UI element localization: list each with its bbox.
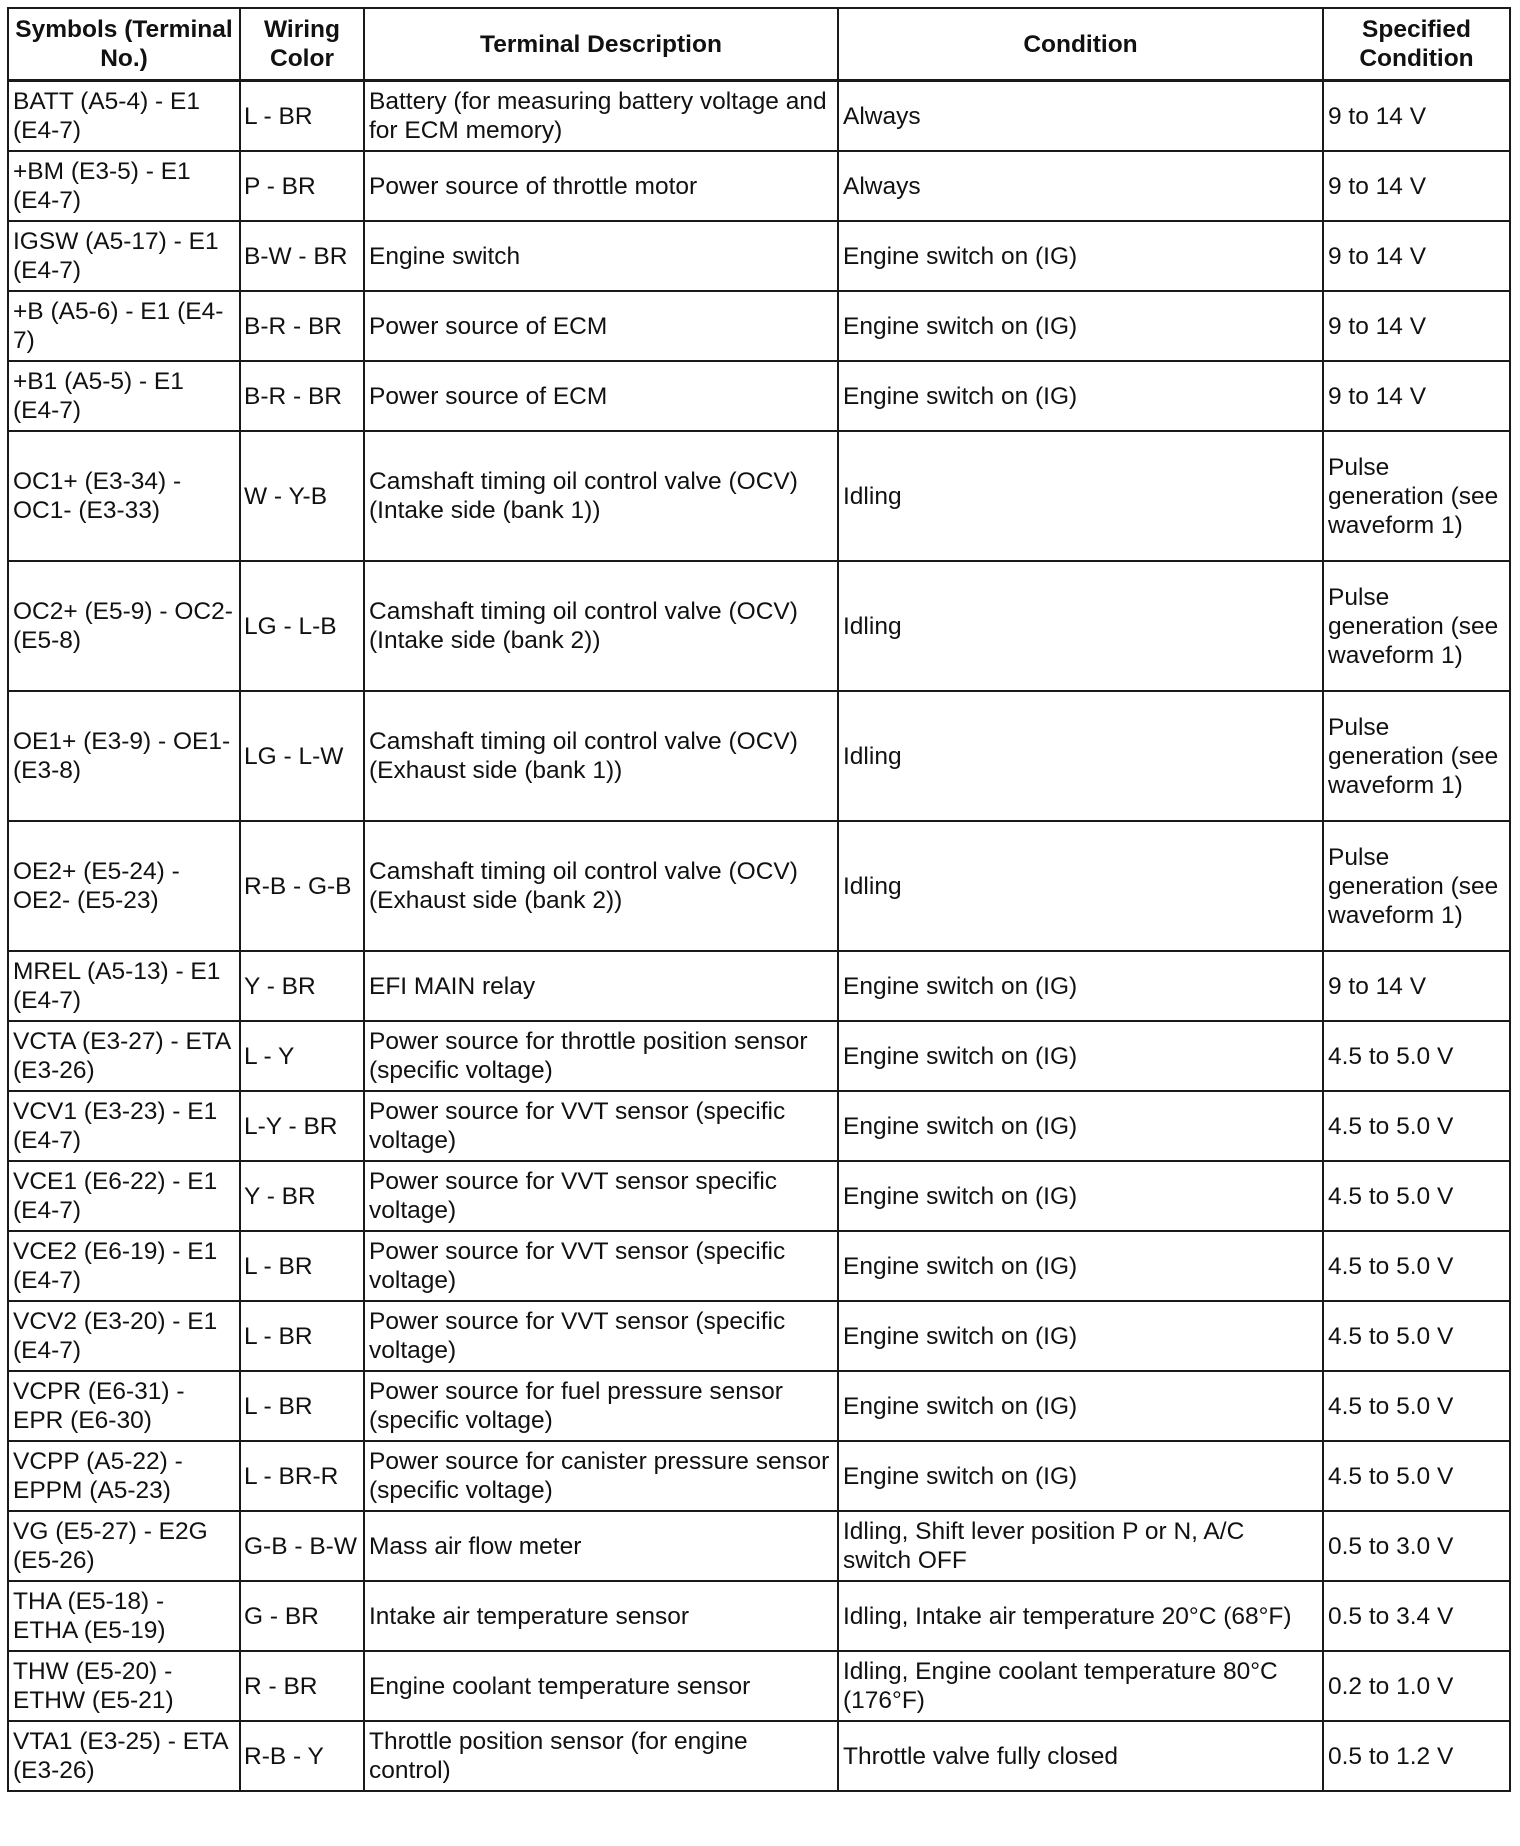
cell-terminal-description: Power source for VVT sensor (specific voltage) — [364, 1091, 838, 1161]
cell-condition: Idling — [838, 431, 1323, 561]
cell-wiring-color: LG - L-W — [240, 691, 364, 821]
header-symbols: Symbols (Terminal No.) — [8, 8, 240, 81]
cell-condition: Engine switch on (IG) — [838, 951, 1323, 1021]
cell-wiring-color: L - BR — [240, 81, 364, 152]
cell-terminal-description: Engine switch — [364, 221, 838, 291]
table-row — [8, 291, 1510, 361]
cell-terminal-description: Battery (for measuring battery voltage and for ECM memory) — [364, 81, 838, 152]
cell-condition: Throttle valve fully closed — [838, 1721, 1323, 1791]
cell-specified-condition: 9 to 14 V — [1323, 361, 1510, 431]
cell-condition: Idling — [838, 691, 1323, 821]
cell-symbols: OE2+ (E5-24) - OE2- (E5-23) — [8, 821, 240, 951]
cell-symbols: VCTA (E3-27) - ETA (E3-26) — [8, 1021, 240, 1091]
cell-condition: Engine switch on (IG) — [838, 291, 1323, 361]
cell-condition: Idling — [838, 561, 1323, 691]
table-row — [8, 221, 1510, 291]
cell-specified-condition: 4.5 to 5.0 V — [1323, 1371, 1510, 1441]
cell-wiring-color: W - Y-B — [240, 431, 364, 561]
cell-symbols: VCPR (E6-31) - EPR (E6-30) — [8, 1371, 240, 1441]
cell-specified-condition: 0.5 to 1.2 V — [1323, 1721, 1510, 1791]
cell-condition: Engine switch on (IG) — [838, 1021, 1323, 1091]
cell-specified-condition: 9 to 14 V — [1323, 221, 1510, 291]
cell-symbols: MREL (A5-13) - E1 (E4-7) — [8, 951, 240, 1021]
cell-wiring-color: B-W - BR — [240, 221, 364, 291]
cell-specified-condition: Pulse generation (see waveform 1) — [1323, 821, 1510, 951]
cell-wiring-color: R-B - Y — [240, 1721, 364, 1791]
cell-wiring-color: G - BR — [240, 1581, 364, 1651]
cell-wiring-color: L - BR — [240, 1231, 364, 1301]
cell-terminal-description: Power source for canister pressure sensor (specific voltage) — [364, 1441, 838, 1511]
cell-symbols: +B1 (A5-5) - E1 (E4-7) — [8, 361, 240, 431]
cell-symbols: +BM (E3-5) - E1 (E4-7) — [8, 151, 240, 221]
cell-terminal-description: Throttle position sensor (for engine control) — [364, 1721, 838, 1791]
header-wiring-color: Wiring Color — [240, 8, 364, 81]
cell-terminal-description: Camshaft timing oil control valve (OCV) (Exhaust side (bank 2)) — [364, 821, 838, 951]
table-row — [8, 151, 1510, 221]
table-header — [8, 8, 1510, 81]
cell-terminal-description: Engine coolant temperature sensor — [364, 1651, 838, 1721]
cell-specified-condition: 4.5 to 5.0 V — [1323, 1091, 1510, 1161]
cell-terminal-description: EFI MAIN relay — [364, 951, 838, 1021]
table-row — [8, 951, 1510, 1021]
cell-specified-condition: 9 to 14 V — [1323, 81, 1510, 152]
cell-symbols: THA (E5-18) - ETHA (E5-19) — [8, 1581, 240, 1651]
cell-wiring-color: R-B - G-B — [240, 821, 364, 951]
table-row — [8, 1091, 1510, 1161]
cell-condition: Engine switch on (IG) — [838, 361, 1323, 431]
cell-condition: Engine switch on (IG) — [838, 221, 1323, 291]
cell-symbols: OC1+ (E3-34) - OC1- (E3-33) — [8, 431, 240, 561]
table-row — [8, 561, 1510, 691]
cell-specified-condition: 0.5 to 3.4 V — [1323, 1581, 1510, 1651]
cell-specified-condition: 9 to 14 V — [1323, 951, 1510, 1021]
header-specified-condition: Specified Condition — [1323, 8, 1510, 81]
table-row — [8, 81, 1510, 152]
cell-condition: Always — [838, 81, 1323, 152]
cell-wiring-color: P - BR — [240, 151, 364, 221]
cell-wiring-color: L-Y - BR — [240, 1091, 364, 1161]
cell-symbols: VCV2 (E3-20) - E1 (E4-7) — [8, 1301, 240, 1371]
cell-wiring-color: L - BR — [240, 1371, 364, 1441]
table-row — [8, 1021, 1510, 1091]
cell-wiring-color: B-R - BR — [240, 291, 364, 361]
cell-wiring-color: LG - L-B — [240, 561, 364, 691]
cell-condition: Idling, Shift lever position P or N, A/C switch OFF — [838, 1511, 1323, 1581]
cell-specified-condition: 0.2 to 1.0 V — [1323, 1651, 1510, 1721]
cell-symbols: THW (E5-20) - ETHW (E5-21) — [8, 1651, 240, 1721]
table-row — [8, 431, 1510, 561]
cell-symbols: VG (E5-27) - E2G (E5-26) — [8, 1511, 240, 1581]
cell-terminal-description: Power source for VVT sensor (specific voltage) — [364, 1301, 838, 1371]
cell-terminal-description: Camshaft timing oil control valve (OCV) (Intake side (bank 2)) — [364, 561, 838, 691]
cell-symbols: VTA1 (E3-25) - ETA (E3-26) — [8, 1721, 240, 1791]
cell-terminal-description: Intake air temperature sensor — [364, 1581, 838, 1651]
ecm-terminal-table — [7, 7, 1511, 1792]
cell-wiring-color: R - BR — [240, 1651, 364, 1721]
cell-symbols: OE1+ (E3-9) - OE1- (E3-8) — [8, 691, 240, 821]
cell-condition: Engine switch on (IG) — [838, 1161, 1323, 1231]
cell-specified-condition: 0.5 to 3.0 V — [1323, 1511, 1510, 1581]
header-row — [8, 8, 1510, 81]
header-condition: Condition — [838, 8, 1323, 81]
cell-condition: Engine switch on (IG) — [838, 1441, 1323, 1511]
cell-symbols: BATT (A5-4) - E1 (E4-7) — [8, 81, 240, 152]
cell-terminal-description: Power source for throttle position sensor (specific voltage) — [364, 1021, 838, 1091]
cell-specified-condition: 4.5 to 5.0 V — [1323, 1161, 1510, 1231]
cell-symbols: OC2+ (E5-9) - OC2- (E5-8) — [8, 561, 240, 691]
cell-specified-condition: 9 to 14 V — [1323, 291, 1510, 361]
cell-specified-condition: 4.5 to 5.0 V — [1323, 1021, 1510, 1091]
cell-symbols: VCPP (A5-22) - EPPM (A5-23) — [8, 1441, 240, 1511]
header-terminal-description: Terminal Description — [364, 8, 838, 81]
table-row — [8, 1651, 1510, 1721]
table-row — [8, 821, 1510, 951]
cell-terminal-description: Power source of ECM — [364, 361, 838, 431]
cell-terminal-description: Camshaft timing oil control valve (OCV) (Exhaust side (bank 1)) — [364, 691, 838, 821]
cell-wiring-color: L - BR — [240, 1301, 364, 1371]
table-row — [8, 691, 1510, 821]
cell-terminal-description: Mass air flow meter — [364, 1511, 838, 1581]
cell-condition: Always — [838, 151, 1323, 221]
cell-specified-condition: Pulse generation (see waveform 1) — [1323, 691, 1510, 821]
cell-terminal-description: Camshaft timing oil control valve (OCV) (Intake side (bank 1)) — [364, 431, 838, 561]
cell-condition: Idling — [838, 821, 1323, 951]
cell-wiring-color: G-B - B-W — [240, 1511, 364, 1581]
cell-specified-condition: 9 to 14 V — [1323, 151, 1510, 221]
cell-symbols: VCE2 (E6-19) - E1 (E4-7) — [8, 1231, 240, 1301]
table-row — [8, 1301, 1510, 1371]
cell-symbols: +B (A5-6) - E1 (E4-7) — [8, 291, 240, 361]
table-row — [8, 1721, 1510, 1791]
cell-condition: Idling, Intake air temperature 20°C (68°F) — [838, 1581, 1323, 1651]
cell-terminal-description: Power source for fuel pressure sensor (specific voltage) — [364, 1371, 838, 1441]
table-row — [8, 1231, 1510, 1301]
cell-condition: Engine switch on (IG) — [838, 1371, 1323, 1441]
table-row — [8, 361, 1510, 431]
cell-wiring-color: Y - BR — [240, 1161, 364, 1231]
cell-wiring-color: B-R - BR — [240, 361, 364, 431]
terminal-spec-sheet — [7, 7, 1511, 1792]
table-row — [8, 1371, 1510, 1441]
cell-wiring-color: Y - BR — [240, 951, 364, 1021]
cell-specified-condition: 4.5 to 5.0 V — [1323, 1231, 1510, 1301]
cell-specified-condition: Pulse generation (see waveform 1) — [1323, 431, 1510, 561]
table-body — [8, 81, 1510, 1792]
table-row — [8, 1511, 1510, 1581]
cell-condition: Engine switch on (IG) — [838, 1231, 1323, 1301]
table-row — [8, 1581, 1510, 1651]
cell-specified-condition: 4.5 to 5.0 V — [1323, 1301, 1510, 1371]
cell-wiring-color: L - BR-R — [240, 1441, 364, 1511]
cell-specified-condition: Pulse generation (see waveform 1) — [1323, 561, 1510, 691]
cell-terminal-description: Power source of throttle motor — [364, 151, 838, 221]
cell-symbols: IGSW (A5-17) - E1 (E4-7) — [8, 221, 240, 291]
cell-condition: Engine switch on (IG) — [838, 1091, 1323, 1161]
table-row — [8, 1161, 1510, 1231]
cell-specified-condition: 4.5 to 5.0 V — [1323, 1441, 1510, 1511]
cell-terminal-description: Power source of ECM — [364, 291, 838, 361]
cell-symbols: VCE1 (E6-22) - E1 (E4-7) — [8, 1161, 240, 1231]
cell-condition: Engine switch on (IG) — [838, 1301, 1323, 1371]
cell-terminal-description: Power source for VVT sensor specific voltage) — [364, 1161, 838, 1231]
cell-terminal-description: Power source for VVT sensor (specific voltage) — [364, 1231, 838, 1301]
cell-symbols: VCV1 (E3-23) - E1 (E4-7) — [8, 1091, 240, 1161]
table-row — [8, 1441, 1510, 1511]
cell-wiring-color: L - Y — [240, 1021, 364, 1091]
cell-condition: Idling, Engine coolant temperature 80°C (176°F) — [838, 1651, 1323, 1721]
